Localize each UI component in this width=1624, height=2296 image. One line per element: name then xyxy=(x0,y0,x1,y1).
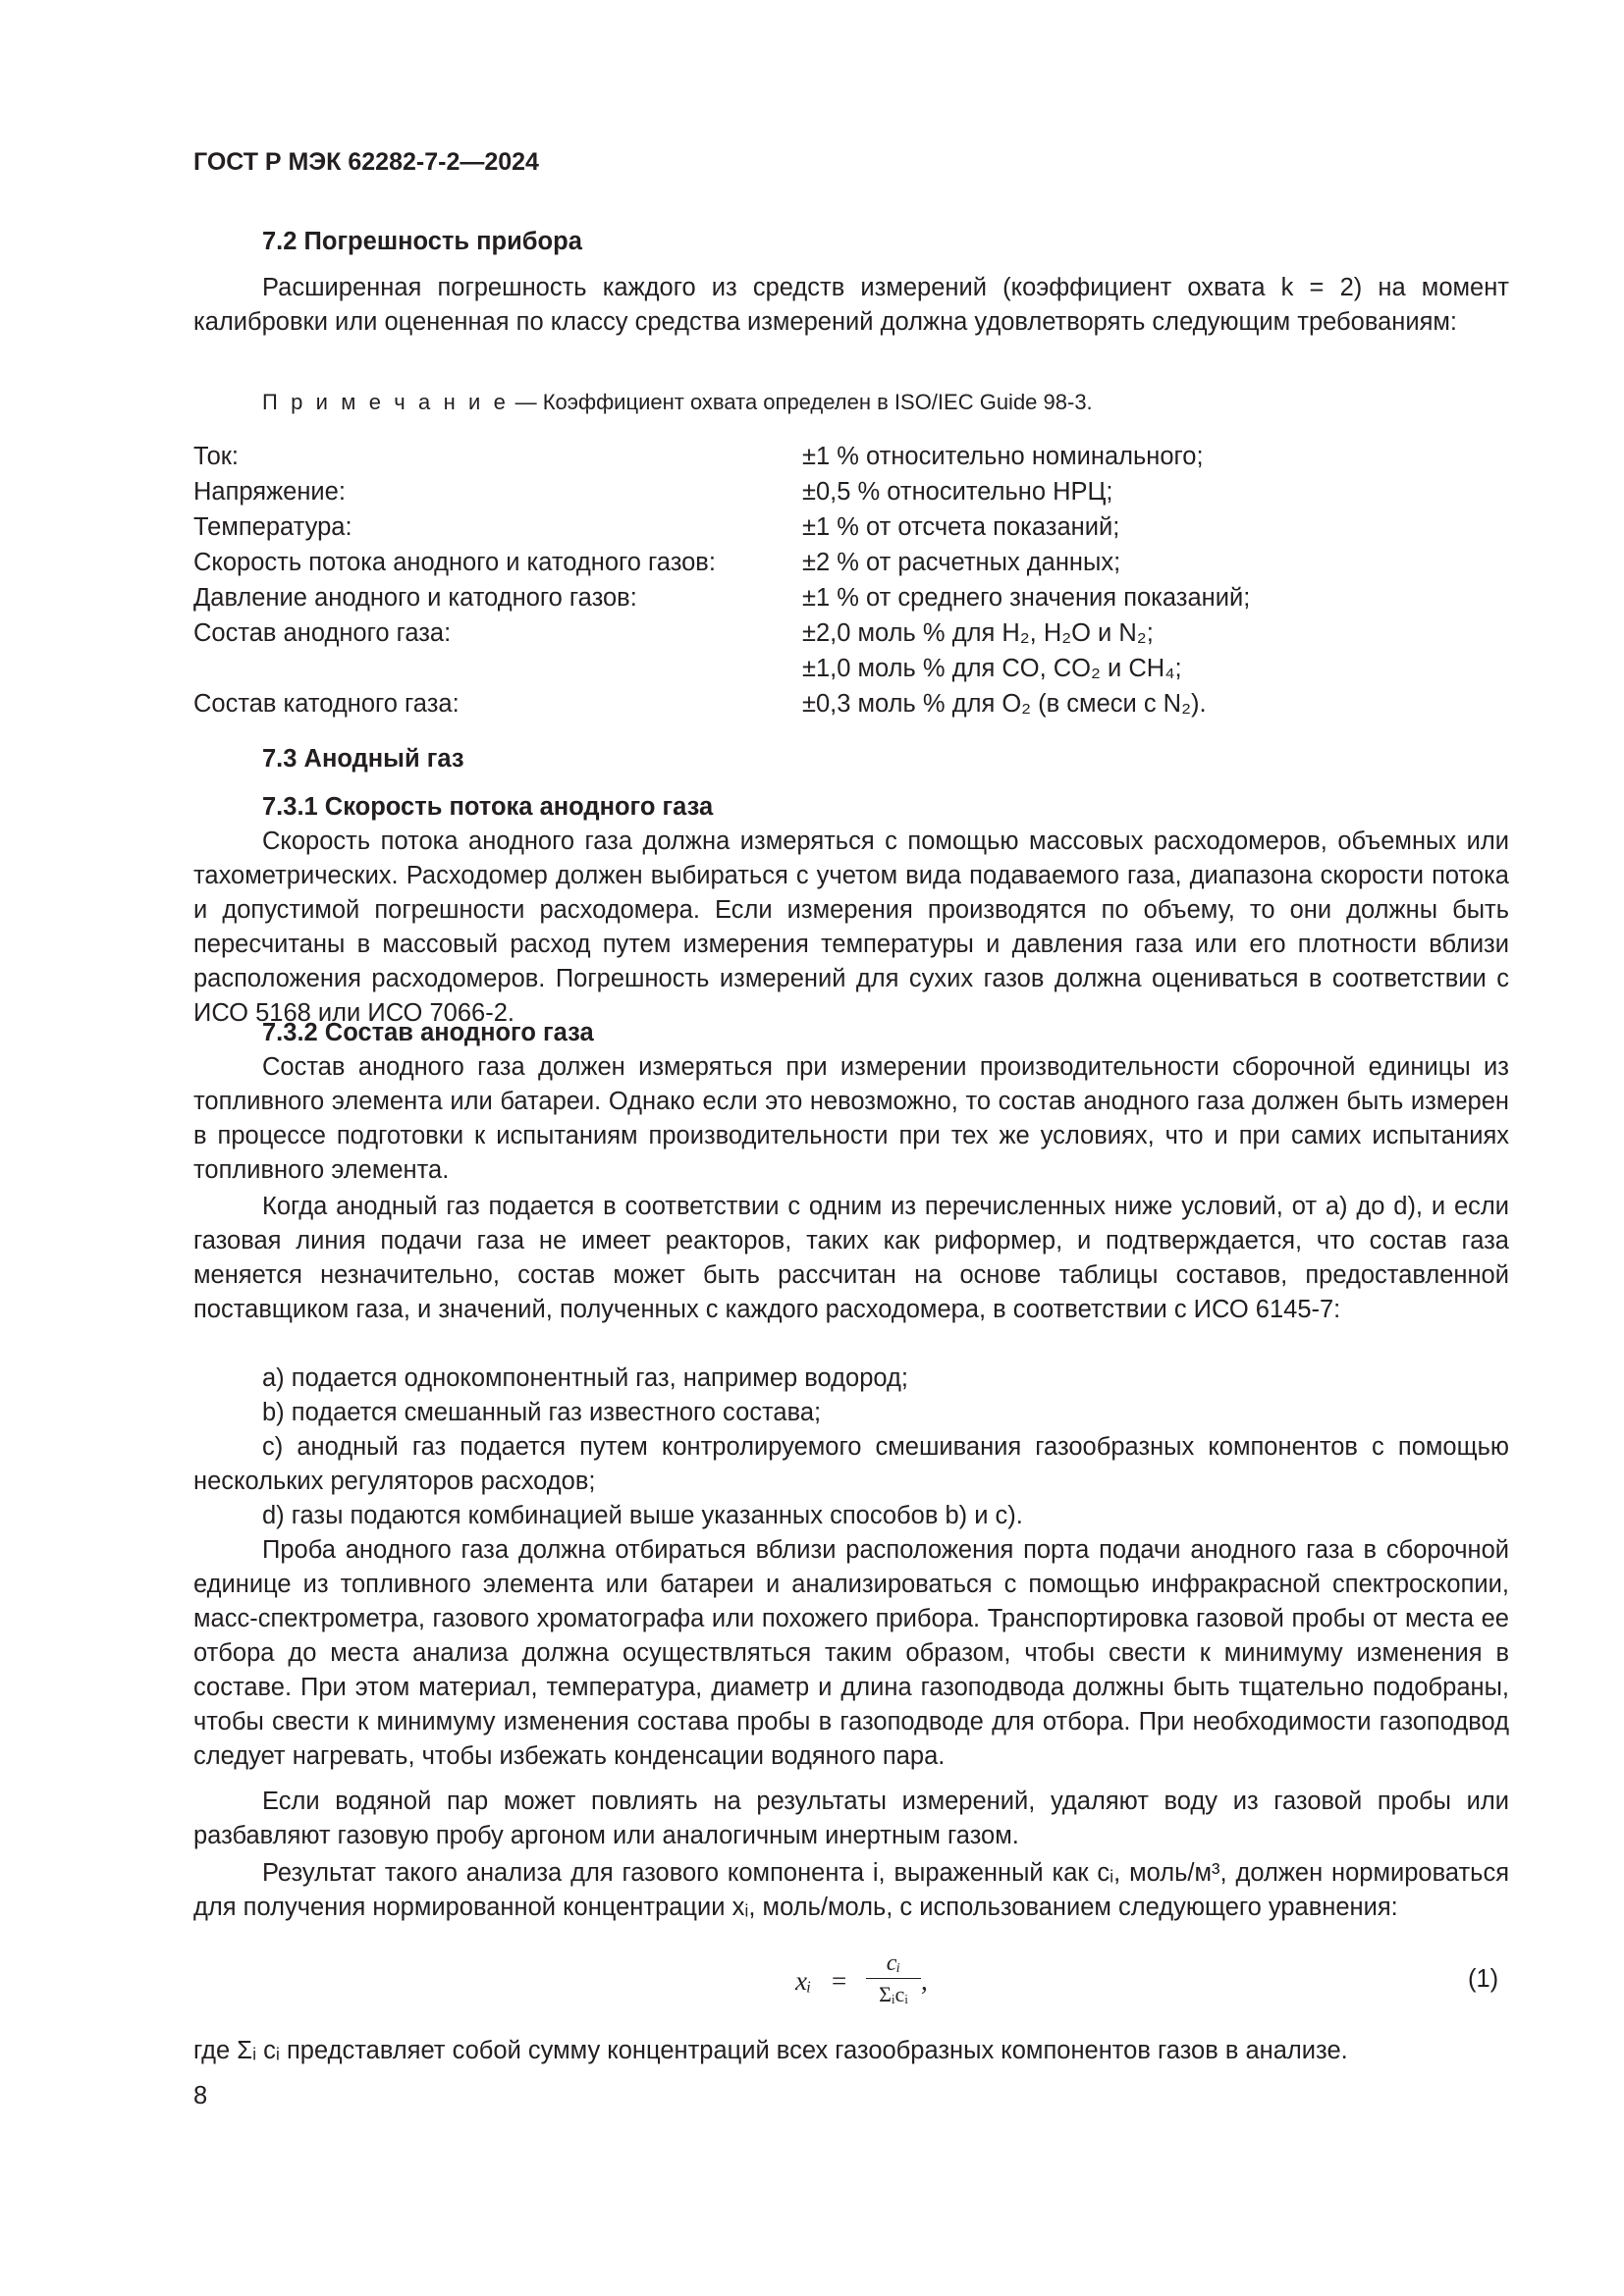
document-header: ГОСТ Р МЭК 62282-7-2—2024 xyxy=(193,148,539,176)
list-item: d) газы подаются комбинацией выше указанных способов b) и c). xyxy=(262,1502,1023,1529)
section-7-3-2-paragraph-5: Результат такого анализа для газового компонента i, выраженный как cᵢ, моль/м³, должен нормироваться для получения нормированной концентрации xᵢ, моль/моль, с использованием следующего уравнения: xyxy=(193,1859,1509,1921)
section-7-3-2-paragraph-2: Когда анодный газ подается в соответствии с одним из перечисленных ниже условий, от a) до d), и если газовая линия подачи газа не имеет реакторов, таких как риформер, и подтверждается, что состав газа меняется незначительно, состав может быть рассчитан на основе таблицы составов, предоставленной поставщиком газа, и значений, полученных с каждого расходомера, в соответствии с ИСО 6145-7: xyxy=(193,1193,1509,1323)
table-row-right: ±2,0 моль % для H₂, H₂O и N₂; xyxy=(802,619,1154,647)
equation-number: (1) xyxy=(1468,1965,1499,1993)
table-row-right: ±1 % от среднего значения показаний; xyxy=(802,584,1251,612)
section-7-3-2-paragraph-4: Если водяной пар может повлиять на результаты измерений, удаляют воду из газовой пробы или разбавляют газовую пробу аргоном или аналогичным инертным газом. xyxy=(193,1788,1509,1849)
section-7-2-paragraph: Расширенная погрешность каждого из средств измерений (коэффициент охвата k = 2) на момент калибровки или оцененная по классу средства измерений должна удовлетворять следующим требованиям: xyxy=(193,274,1509,336)
equation-equals: = xyxy=(832,1966,847,1996)
table-row-right: ±1,0 моль % для CO, CO₂ и CH₄; xyxy=(802,655,1182,682)
section-7-3-2-paragraph-1: Состав анодного газа должен измеряться при измерении производительности сборочной единицы из топливного элемента или батареи. Однако если это невозможно, то состав анодного газа должен быть измерен в процессе подготовки к испытаниям производительности при тех же условиях, что и при самих испытаниях топливного элемента. xyxy=(193,1053,1509,1184)
where-line: где Σᵢ cᵢ представляет собой сумму концентраций всех газообразных компонентов газов в анализе. xyxy=(193,2037,1348,2064)
equation-lhs: xᵢ xyxy=(795,1966,812,1996)
note xyxy=(262,385,1093,419)
equation-1 xyxy=(795,1949,933,2017)
section-7-3-1-title: 7.3.1 Скорость потока анодного газа xyxy=(262,793,714,821)
table-row-left: Температура: xyxy=(193,513,352,541)
table-row-right: ±1 % от отсчета показаний; xyxy=(802,513,1120,541)
section-7-3-title: 7.3 Анодный газ xyxy=(262,745,464,773)
table-row-right: ±0,3 моль % для O₂ (в смеси с N₂). xyxy=(802,690,1207,718)
table-row-left: Ток: xyxy=(193,443,240,470)
table-row-left: Напряжение: xyxy=(193,478,346,506)
note-text: — Коэффициент охвата определен в ISO/IEC Guide 98-3. xyxy=(509,390,1093,414)
list-item: a) подается однокомпонентный газ, например водород; xyxy=(262,1364,908,1392)
table-row-right: ±0,5 % относительно НРЦ; xyxy=(802,478,1113,506)
equation-comma: , xyxy=(921,1966,928,1996)
table-row-left: Скорость потока анодного и катодного газов: xyxy=(193,549,716,576)
table-row-left: Состав катодного газа: xyxy=(193,690,460,718)
list-item: b) подается смешанный газ известного состава; xyxy=(262,1399,822,1426)
note-label: П р и м е ч а н и е xyxy=(262,390,510,414)
table-row-right: ±2 % от расчетных данных; xyxy=(802,549,1121,576)
table-row-right: ±1 % относительно номинального; xyxy=(802,443,1204,470)
section-7-3-2-paragraph-3: Проба анодного газа должна отбираться вблизи расположения порта подачи анодного газа в сборочной единице из топливного элемента или батареи и анализироваться с помощью инфракрасной спектроскопии, масс-спектрометра, газового хроматографа или похожего прибора. Транспортировка газовой пробы от места ее отбора до места анализа должна осуществляться таким образом, чтобы свести к минимуму изменения в составе. При этом материал, температура, диаметр и длина газоподвода должны быть тщательно подобраны, чтобы свести к минимуму изменения состава пробы в газоподводе для отбора. При необходимости газоподвод следует нагревать, чтобы избежать конденсации водяного пара. xyxy=(193,1536,1509,1770)
table-row-left: Давление анодного и катодного газов: xyxy=(193,584,637,612)
section-7-3-1-paragraph: Скорость потока анодного газа должна измеряться с помощью массовых расходомеров, объемных или тахометрических. Расходомер должен выбираться с учетом вида подаваемого газа, диапазона скорости потока и допустимой погрешности расходомера. Если измерения производятся по объему, то они должны быть пересчитаны в массовый расход путем измерения температуры и давления газа или его плотности вблизи расположения расходомеров. Погрешность измерений для сухих газов должна оцениваться в соответствии с ИСО 5168 или ИСО 7066-2. xyxy=(193,828,1509,1027)
section-7-2-title: 7.2 Погрешность прибора xyxy=(262,228,582,255)
list-item: c) анодный газ подается путем контролируемого смешивания газообразных компонентов с помощью нескольких регуляторов расходов; xyxy=(193,1433,1509,1495)
section-7-3-2-title: 7.3.2 Состав анодного газа xyxy=(262,1019,594,1046)
equation-numerator: cᵢ xyxy=(866,1949,921,1979)
table-row-left: Состав анодного газа: xyxy=(193,619,452,647)
equation-denominator: Σᵢcᵢ xyxy=(879,1982,908,2006)
page-number: 8 xyxy=(193,2082,208,2109)
